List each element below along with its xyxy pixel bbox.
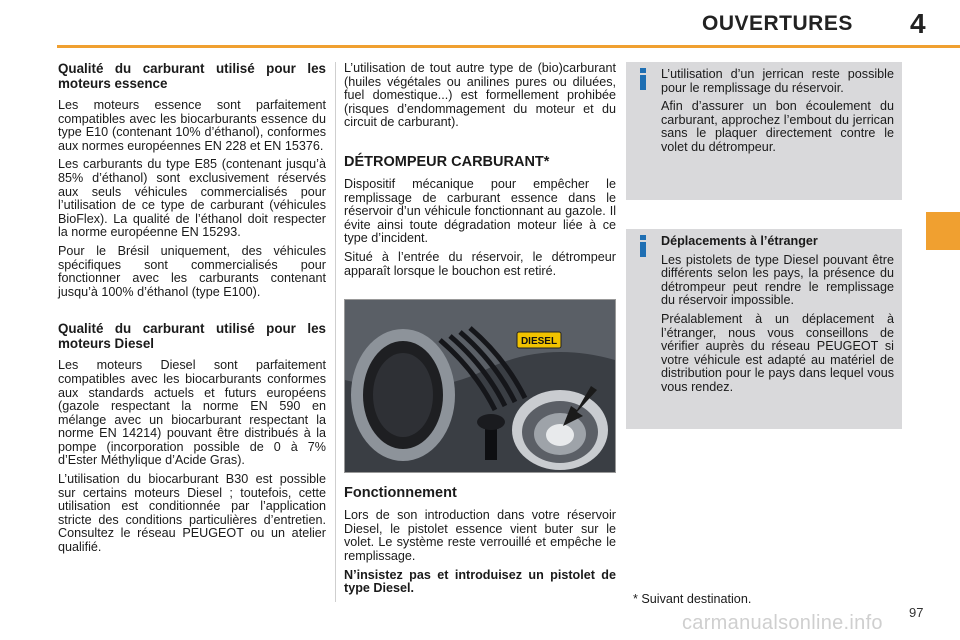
paragraph: Les moteurs Diesel sont parfaitement compatibles avec les biocarburants conformes aux standards actuels et futurs européens (gazole respectant la norme EN 590 en mélange avec un biocarburant respectant la norme EN 14214) pouvant être distribués à la pompe (incorporation possible de 0 à 7% d’Ester Méthylique d’Acide Gras). [58,358,326,468]
info-icon [637,235,649,257]
page-header-title: OUVERTURES [702,12,853,35]
left-column [58,62,326,560]
paragraph: Pour le Brésil uniquement, des véhicules spécifiques sont commercialisés pour fonctionner avec les carburants contenant jusqu’à 100% d’éthanol (type E100). [58,243,326,299]
fuel-filler-photo [344,299,616,473]
section-title-misfuel-device: DÉTROMPEUR CARBURANT* [344,153,550,170]
paragraph: Dispositif mécanique pour empêcher le remplissage de carburant essence dans le réservoir d’un véhicule fonctionnant au gazole. Il évite ainsi toute dégradation moteur liée à ce type d’incident. [344,176,616,246]
subsection-title-operation: Fonctionnement [344,485,457,502]
middle-column [344,62,616,601]
paragraph: Les moteurs essence sont parfaitement compatibles avec les biocarburants essence du type E10 (contenant 10% d’éthanol), conformes aux normes européennes EN 228 et EN 15376. [58,98,326,153]
diesel-label: DIESEL [520,336,558,348]
info-box-travel-abroad [626,229,902,429]
section-title-diesel: Qualité du carburant utilisé pour les moteurs Diesel [58,321,326,351]
info-icon [637,68,649,90]
paragraph: Préalablement à un déplacement à l’étranger, nous vous conseillons de vérifier auprès du réseau PEUGEOT si votre véhicule est adapté au matériel de distribution pour le pays dans lequel vous vous rendez. [661,311,894,394]
chapter-side-tab [926,212,960,250]
footnote: * Suivant destination. [633,592,752,606]
paragraph-bold: N’insistez pas et introduisez un pistolet de type Diesel. [344,567,616,596]
paragraph: L’utilisation de tout autre type de (bio)carburant (huiles végétales ou anilines pures ou diluées, fuel domestique...) est formellement prohibée (risques d’endommagement du moteur et du circuit de carburant). [344,61,616,130]
paragraph: Les pistolets de type Diesel pouvant être différents selon les pays, la présence du détrompeur peut rendre le remplissage du réservoir impossible. [661,252,894,308]
info-box-jerrican [626,62,902,200]
paragraph: L’utilisation d’un jerrican reste possible pour le remplissage du réservoir. [661,67,894,95]
paragraph: Afin d’assurer un bon écoulement du carburant, approchez l’embout du jerrican sans le plaquer directement contre le volet du détrompeur. [661,99,894,154]
paragraph: Les carburants du type E85 (contenant jusqu’à 85% d’éthanol) sont exclusivement réservés aux seuls véhicules commercialisés pour l’utilisation de ce type de carburant (véhicules BioFlex). La qualité de l’éthanol doit respecter la norme européenne EN 15293. [58,157,326,240]
page-number: 97 [909,605,924,620]
section-title-gasoline: Qualité du carburant utilisé pour les moteurs essence [58,61,326,91]
chapter-number: 4 [910,8,926,39]
info-box-title: Déplacements à l’étranger [661,234,818,248]
header-rule [57,45,960,48]
column-divider [335,62,336,602]
paragraph: Situé à l’entrée du réservoir, le détrompeur apparaît lorsque le bouchon est retiré. [344,249,616,278]
paragraph: L’utilisation du biocarburant B30 est possible sur certains moteurs Diesel ; toutefois, cette utilisation est conditionnée par l’application stricte des conditions particulières d’entretien. Consultez le réseau PEUGEOT ou un atelier qualifié. [58,472,326,555]
paragraph: Lors de son introduction dans votre réservoir Diesel, le pistolet essence vient buter sur le volet. Le système reste verrouillé et empêche le remplissage. [344,508,616,563]
watermark: carmanualsonline.info [682,612,883,634]
